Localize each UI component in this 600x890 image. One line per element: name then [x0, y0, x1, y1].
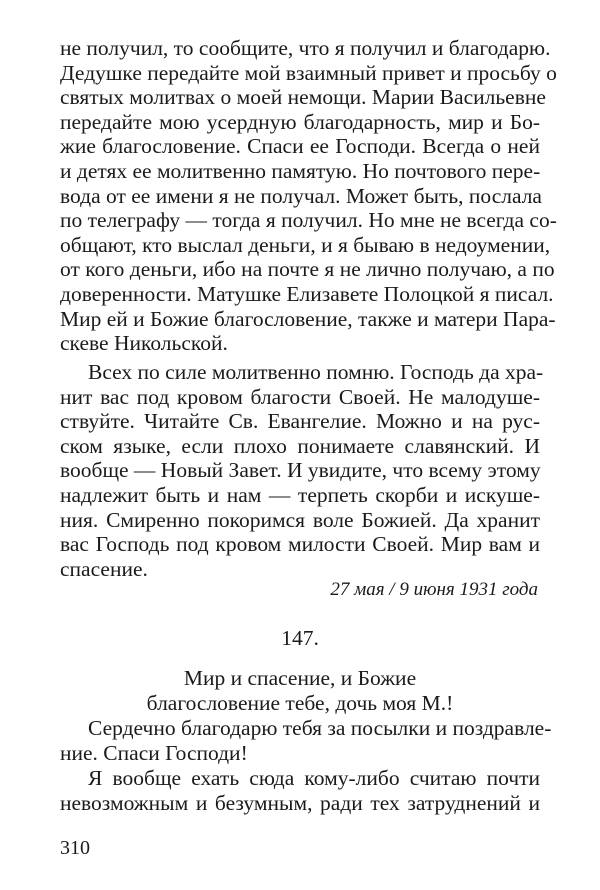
- text-line: ние. Спаси Господи!: [60, 740, 248, 765]
- text-line: доверенности. Матушке Елизавете Полоцкой я писал.: [60, 281, 554, 306]
- text-line: нит вас под кровом благости Своей. Не малодуше-: [60, 384, 540, 409]
- salutation-line: Мир и спасение, и Божие: [183, 666, 417, 690]
- text-line: вода от ее имени я не получал. Может быть, послала: [60, 183, 542, 208]
- text-line: и детях ее молитвенно памятую. Но почтового пере-: [60, 158, 541, 183]
- letter-date: 27 мая / 9 июня 1931 года: [330, 579, 538, 600]
- paragraph-3: [60, 716, 552, 765]
- paragraph-4: [60, 766, 540, 815]
- salutation: [60, 666, 540, 715]
- text-line: передайте мою усердную благодарность, мир и Бо-: [60, 109, 540, 134]
- text-line: святых молитвах о моей немощи. Марии Васильевне: [60, 85, 546, 110]
- text-line: Сердечно благодарю тебя за посылки и поздравле-: [88, 716, 552, 740]
- text-line: вообще — Новый Завет. И увидите, что всему этому: [60, 458, 541, 483]
- text-line: вас Господь под кровом милости Своей. Мир вам и: [60, 532, 540, 557]
- text-line: Я вообще ехать сюда кому-либо считаю почти: [88, 766, 540, 790]
- text-line: ния. Смиренно покоримся воле Божией. Да хранит: [60, 507, 540, 532]
- text-line: Мир ей и Божие благословение, также и матери Пара-: [60, 306, 556, 331]
- text-line: невозможным и безумным, ради тех затруднений и: [60, 790, 540, 815]
- text-line: ствуйте. Читайте Св. Евангелие. Можно и на рус-: [60, 409, 540, 434]
- letter-number: 147.: [281, 626, 319, 650]
- text-line: скеве Никольской.: [60, 331, 228, 356]
- paragraph-2: [60, 360, 544, 581]
- paragraph-1: [60, 36, 557, 356]
- text-line: Дедушке передайте мой взаимный привет и просьбу о: [60, 60, 557, 85]
- text-line: общают, кто выслал деньги, и я бываю в недоумении,: [60, 232, 551, 257]
- text-line: Всех по силе молитвенно помню. Господь да хра-: [88, 360, 544, 384]
- page-number: 310: [60, 837, 90, 859]
- text-line: ском языке, если плохо понимаете славянский. И: [60, 433, 540, 458]
- text-line: спасение.: [60, 556, 148, 581]
- text-line: по телеграфу — тогда я получил. Но мне не всегда со-: [60, 208, 557, 233]
- text-line: от кого деньги, ибо на почте я не лично получаю, а по: [60, 257, 555, 282]
- text-line: не получил, то сообщите, что я получил и благодарю.: [60, 36, 551, 60]
- text-line: жие благословение. Спаси ее Господи. Всегда о ней: [60, 134, 540, 159]
- text-line: надлежит быть и нам — терпеть скорби и искуше-: [60, 482, 540, 507]
- salutation-line: благословение тебе, дочь моя М.!: [146, 690, 454, 715]
